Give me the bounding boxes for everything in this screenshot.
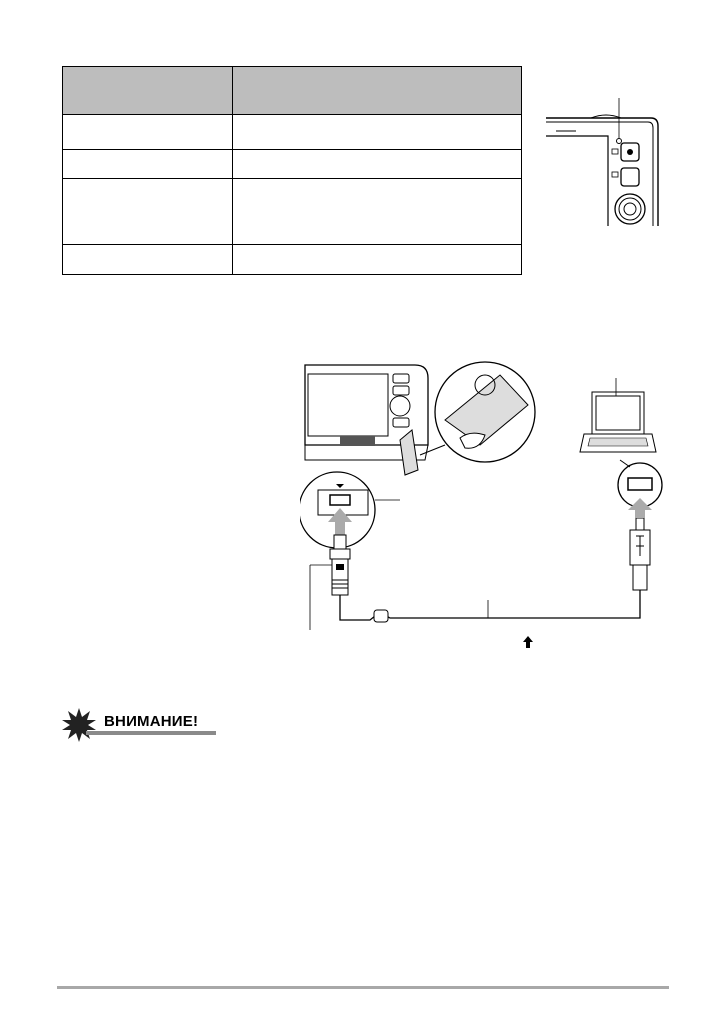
usb-connection-diagram — [300, 360, 670, 635]
footer-divider — [57, 986, 669, 989]
table-row-divider — [63, 178, 521, 179]
up-arrow-icon — [523, 636, 533, 648]
status-table — [62, 66, 522, 275]
laptop-icon — [580, 378, 656, 452]
camera-body-icon — [305, 365, 428, 475]
warning-underline — [86, 731, 216, 735]
camera-back-panel-icon — [536, 96, 666, 228]
table-header-row — [63, 67, 521, 115]
warning-title: ВНИМАНИЕ! — [104, 713, 199, 730]
usb-cable-icon — [330, 518, 650, 622]
table-column-divider — [232, 67, 233, 274]
warning-burst-icon — [62, 708, 96, 742]
table-row-divider — [63, 149, 521, 150]
table-row-divider — [63, 244, 521, 245]
